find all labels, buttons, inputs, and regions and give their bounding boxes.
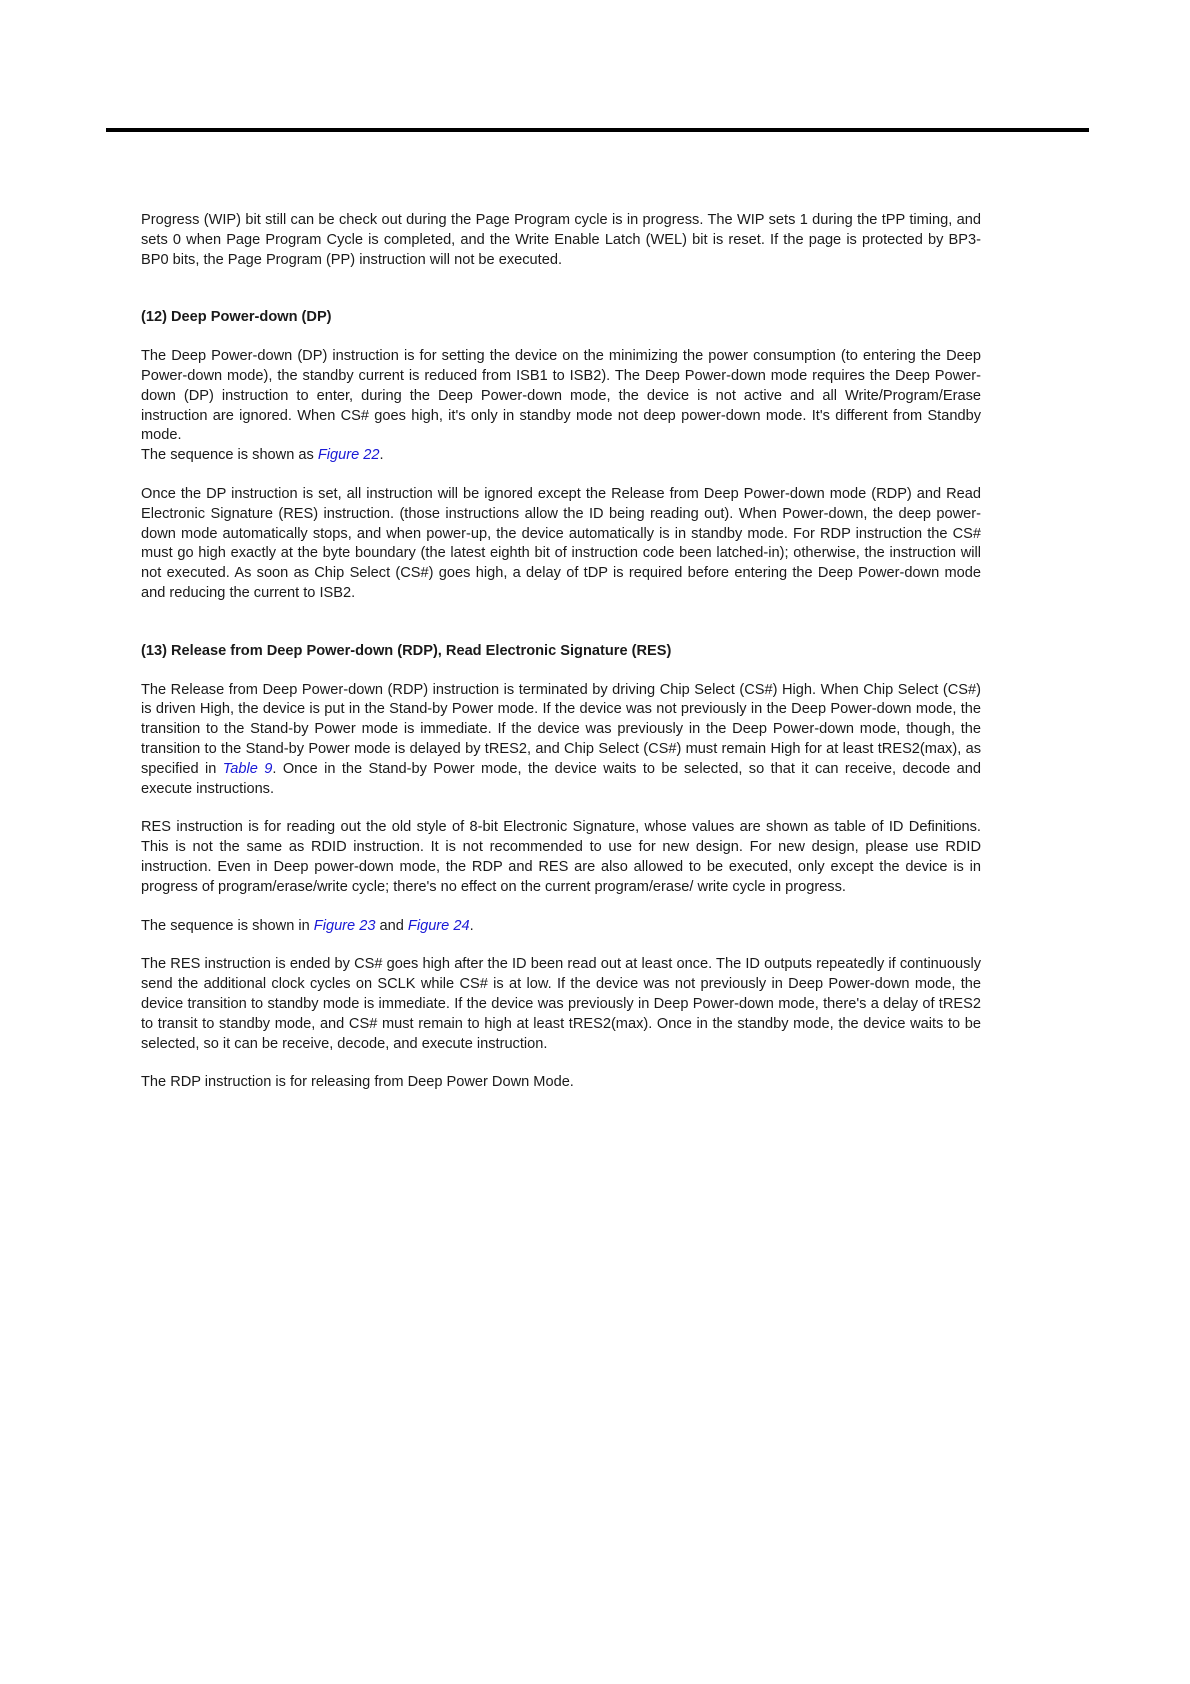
paragraph-rdp-text-end: . Once in the Stand-by Power mode, the device waits to be selected, so that it can receive, decode and execute instructions. <box>141 760 981 797</box>
header-rule <box>106 128 1089 132</box>
paragraph-rdp-release: The RDP instruction is for releasing from Deep Power Down Mode. <box>141 1074 574 1091</box>
paragraph-rdp-description <box>141 681 981 800</box>
paragraph-res-sequence-and: and <box>375 917 408 934</box>
figure-24-link[interactable]: Figure 24 <box>407 917 470 934</box>
paragraph-dp-sequence-end: . <box>379 447 384 464</box>
paragraph-dp-sequence <box>141 446 981 466</box>
paragraph-dp-behavior: Once the DP instruction is set, all instruction will be ignored except the Release from Deep Power-down mode (RDP) and Read Electronic Signature (RES) instruction. (those instructions allow the ID being reading out). When Power-down, the deep power-down mode automatically stops, and when power-up, the device automatically is in standby mode. For RDP instruction the CS# must go high exactly at the byte boundary (the latest eighth bit of instruction code been latched-in); otherwise, the instruction will not executed. As soon as Chip Select (CS#) goes high, a delay of tDP is required before entering the Deep Power-down mode and reducing the current to ISB2. <box>141 485 981 601</box>
paragraph-res-description: RES instruction is for reading out the old style of 8-bit Electronic Signature, whose values are shown as table of ID Definitions. This is not the same as RDID instruction. It is not recommended to use for new design. For new design, please use RDID instruction. Even in Deep power-down mode, the RDP and RES are also allowed to be executed, only except the device is in progress of program/erase/write cycle; there's no effect on the current program/erase/ write cycle in progress. <box>141 819 981 895</box>
paragraph-res-sequence <box>141 917 981 937</box>
section-heading-deep-power-down: (12) Deep Power-down (DP) <box>141 309 332 326</box>
document-body <box>141 211 981 1112</box>
table-9-link[interactable]: Table 9 <box>222 760 273 777</box>
section-heading-release-deep-power-down: (13) Release from Deep Power-down (RDP), Read Electronic Signature (RES) <box>141 642 672 659</box>
paragraph-res-end: The RES instruction is ended by CS# goes high after the ID been read out at least once. The ID outputs repeatedly if continuously send the additional clock cycles on SCLK while CS# is at low. If the device was not previously in Deep Power-down mode, the device transition to standby mode is immediate. If the device was previously in Deep Power-down mode, there's a delay of tRES2 to transit to standby mode, and CS# must remain to high at least tRES2(max). Once in the standby mode, the device waits to be selected, so it can be receive, decode, and execute instruction. <box>141 956 981 1052</box>
figure-23-link[interactable]: Figure 23 <box>313 917 376 934</box>
paragraph-res-sequence-text: The sequence is shown in <box>141 917 314 934</box>
paragraph-dp-sequence-text: The sequence is shown as <box>141 447 318 464</box>
paragraph-dp-description: The Deep Power-down (DP) instruction is for setting the device on the minimizing the power consumption (to entering the Deep Power-down mode), the standby current is reduced from ISB1 to ISB2). The Deep Power-down mode requires the Deep Power-down (DP) instruction to enter, during the Deep Power-down mode, the device is not active and all Write/Program/Erase instruction are ignored. When CS# goes high, it's only in standby mode not deep power-down mode. It's different from Standby mode. <box>141 348 981 444</box>
paragraph-res-sequence-end: . <box>469 917 474 934</box>
figure-22-link[interactable]: Figure 22 <box>317 447 380 464</box>
paragraph-page-program-continued: Progress (WIP) bit still can be check out during the Page Program cycle is in progress. The WIP sets 1 during the tPP timing, and sets 0 when Page Program Cycle is completed, and the Write Enable Latch (WEL) bit is reset. If the page is protected by BP3-BP0 bits, the Page Program (PP) instruction will not be executed. <box>141 212 981 268</box>
paragraph-rdp-text: The Release from Deep Power-down (RDP) instruction is terminated by driving Chip Select (CS#) High. When Chip Select (CS#) is driven High, the device is put in the Stand-by Power mode. If the device was not previously in the Deep Power-down mode, the transition to the Stand-by Power mode is immediate. If the device was previously in the Deep Power-down mode, though, the transition to the Stand-by Power mode is delayed by tRES2, and Chip Select (CS#) must remain High for at least tRES2(max), as specified in <box>141 681 981 777</box>
